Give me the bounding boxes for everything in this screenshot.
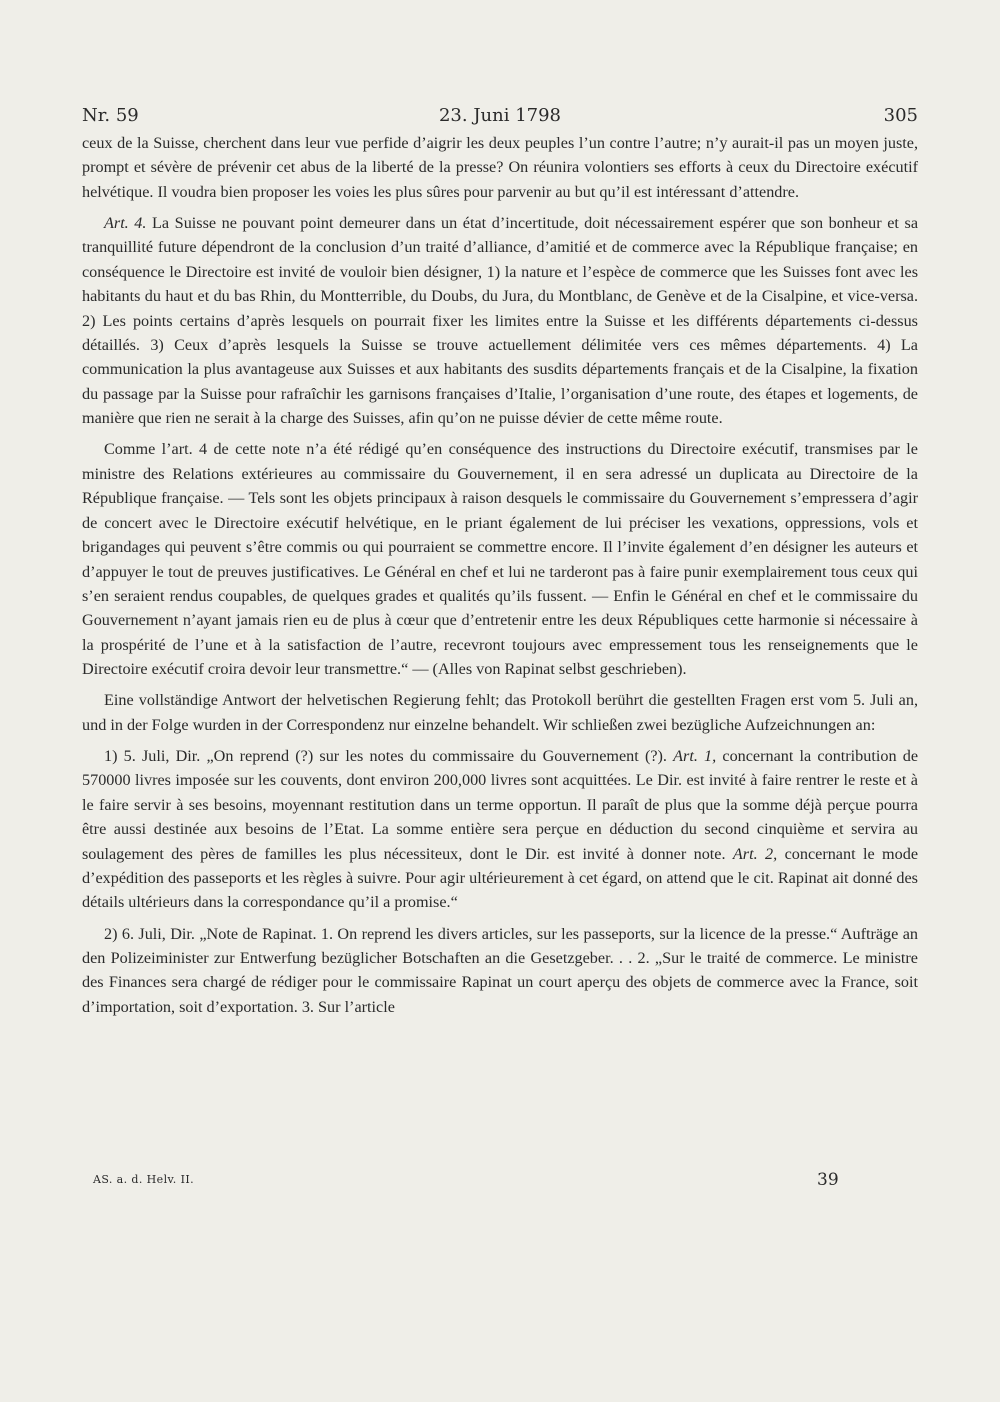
article-reference: Art. 1,: [673, 746, 717, 765]
article-reference: Art. 2,: [732, 844, 778, 863]
paragraph: [82, 688, 918, 737]
article-reference: Art. 4.: [104, 214, 147, 233]
page-number: 305: [883, 105, 918, 126]
text-run: concernant la contribution de 570000 livres imposée sur les couvents, dont environ 200,000 livres sont acquittées. Le Dir. est invité à faire rentrer le reste et à le faire servir à ses besoins, moyennant restitution dans un terme opportun. Il paraît de plus que la somme déjà perçue pourra être aussi destinée aux besoins de l’Etat. La somme entière sera perçue en déduction du second cinquième et servira au soulagement des pères de familles les plus nécessiteux, dont le Dir. est invité à donner note.: [82, 746, 918, 863]
paragraph: [82, 744, 918, 915]
document-date: 23. Juni 1798: [438, 105, 562, 126]
paragraph: [82, 211, 918, 431]
text-run: Eine vollständige Antwort der helvetischen Regierung fehlt; das Protokoll berührt die gestellten Fragen erst vom 5. Juli an, und in der Folge wurden in der Correspondenz nur einzelne behandelt. Wir schließen zwei bezügliche Aufzeichnungen an:: [82, 691, 918, 734]
document-number: Nr. 59: [82, 105, 139, 126]
running-head: [82, 102, 918, 130]
paragraph: [82, 922, 918, 1020]
text-run: Comme l’art. 4 de cette note n’a été rédigé qu’en conséquence des instructions du Directoire exécutif, transmises par le ministre des Relations extérieures au commissaire du Gouvernement, il en sera adressé un duplicata au Directoire de la République française. — Tels sont les objets principaux à raison desquels le commissaire du Gouvernement s’empressera d’agir de concert avec le Directoire exécutif helvétique, en le priant également de lui préciser les vexations, oppressions, vols et brigandages qui peuvent s’être commis ou qui pourraient se commettre encore. Il l’invite également d’en désigner les auteurs et d’appuyer le tout de preuves justificatives. Le Général en chef et lui ne tarderont pas à faire punir exemplairement tous ceux qui s’en seraient rendus coupables, de quelques grades et qualités qu’ils fussent. — Enfin le Général en chef et le commissaire du Gouvernement n’ayant jamais rien eu de plus à cœur que d’entretenir entre les deux Républiques cette harmonie si nécessaire à la prospérité de l’une et à la satisfaction de l’autre, recevront toujours avec empressement tous les renseignements que le Directoire exécutif croira devoir leur transmettre.“ — (Alles von Rapinat selbst geschrieben).: [82, 440, 918, 679]
paragraph: [82, 437, 918, 681]
body-text: [82, 131, 918, 1019]
sheet-number: 39: [817, 1170, 839, 1190]
text-run: La Suisse ne pouvant point demeurer dans un état d’incertitude, doit nécessairement espérer que son bonheur et sa tranquillité future dépendront de la conclusion d’un traité d’alliance, d’amitié et de commerce avec la République française; en conséquence le Directoire est invité de vouloir bien désigner, 1) la nature et l’espèce de commerce que les Suisses font avec les habitants du haut et du bas Rhin, du Montterrible, du Doubs, du Jura, du Montblanc, de Genève et de la Cisalpine, et vice-versa. 2) Les points certains d’après lesquels on pourrait fixer les limites entre la Suisse et les différents départements ci-dessus détaillés. 3) Ceux d’après lesquels la Suisse se trouve actuellement délimitée vers ces mêmes départements. 4) La communication la plus avantageuse aux Suisses et aux habitants des susdits départements français et de la Cisalpine, la fixation du passage par la Suisse pour rafraîchir les garnisons françaises d’Italie, l’organisation d’une route, des étapes et logements, de manière que rien ne serait à la charge des Suisses, afin qu’on ne puisse dévier de cette même route.: [82, 214, 918, 428]
text-run: ceux de la Suisse, cherchent dans leur vue perfide d’aigrir les deux peuples l’un contre l’autre; n’y aurait-il pas un moyen juste, prompt et sévère de prévenir cet abus de la liberté de la presse? On réunira volontiers ses efforts à ceux du Directoire exécutif helvétique. Il voudra bien proposer les voies les plus sûres pour parvenir au but qu’il est intéressant d’attendre.: [82, 134, 918, 201]
sheet-signature: AS. a. d. Helv. II.: [93, 1173, 194, 1186]
text-run: 1) 5. Juli, Dir. „On reprend (?) sur les notes du commissaire du Gouvernement (?).: [104, 746, 674, 765]
page-footer: [93, 1168, 918, 1192]
text-run: concernant le mode d’expédition des passeports et les règles à suivre. Pour agir ultérieurement à cet égard, on attend que le cit. Rapinat ait donné des détails ultérieurs dans la correspondance qu’il a promise.“: [82, 844, 919, 912]
paragraph: [82, 131, 918, 204]
text-run: 2) 6. Juli, Dir. „Note de Rapinat. 1. On reprend les divers articles, sur les passeports, sur la licence de la presse.“ Aufträge an den Polizeiminister zur Entwerfung bezüglicher Botschaften an die Gesetzgeber. . . 2. „Sur le traité de commerce. Le ministre des Finances sera chargé de rédiger pour le commissaire Rapinat un court aperçu des objets de commerce avec la France, soit d’importation, soit d’exportation. 3. Sur l’article: [82, 924, 918, 1016]
